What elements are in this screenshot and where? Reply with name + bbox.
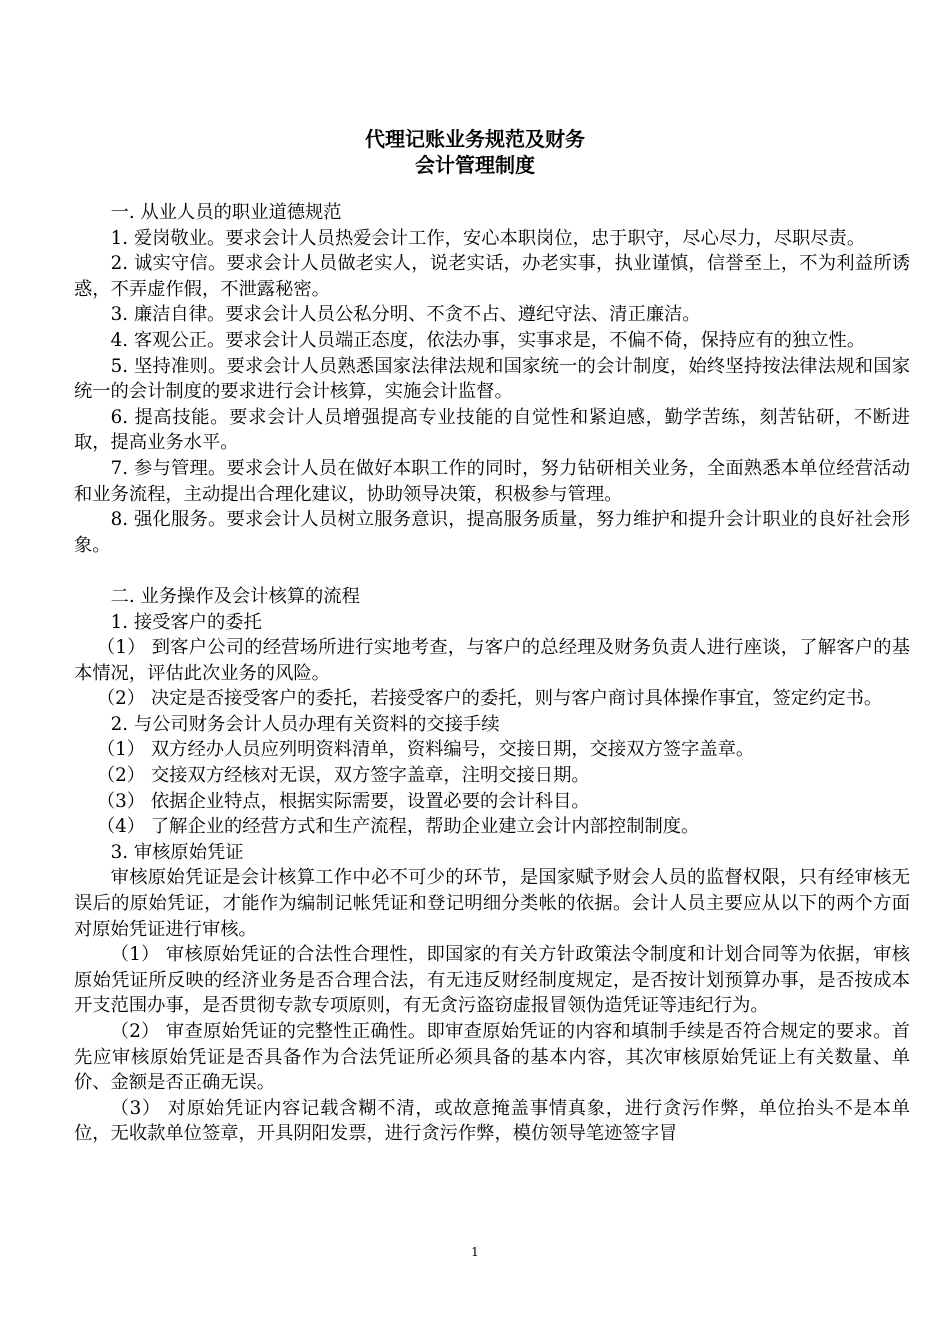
paragraph: 4. 客观公正。要求会计人员端正态度，依法办事，实事求是，不偏不倚，保持应有的独立性。: [110, 329, 866, 351]
paragraph: 8. 强化服务。要求会计人员树立服务意识，提高服务质量，努力维护和提升会计职业的良好社会形象。: [74, 509, 910, 556]
paragraph: 6. 提高技能。要求会计人员增强提高专业技能的自觉性和紧迫感，勤学苦练，刻苦钻研，不断进取，提高业务水平。: [74, 406, 910, 454]
document-title-line2: 会计管理制度: [415, 153, 535, 177]
paragraph: 1. 爱岗敬业。要求会计人员热爱会计工作，安心本职岗位，忠于职守，尽心尽力，尽职尽责。: [110, 227, 866, 249]
paragraph: 2. 诚实守信。要求会计人员做老实人，说老实话，办老实事，执业谨慎，信誉至上，不为利益所诱惑，不弄虚作假，不泄露秘密。: [74, 253, 910, 300]
paragraph: （2） 决定是否接受客户的委托，若接受客户的委托，则与客户商讨具体操作事宜，签定约定书。: [96, 688, 883, 710]
list-item: （1） 双方经办人员应列明资料清单，资料编号，交接日期，交接双方签字盖章。: [96, 739, 755, 761]
paragraph: （1） 审核原始凭证的合法性合理性，即国家的有关方针政策法令制度和计划合同等为依据，审核原始凭证所反映的经济业务是否合理合法，有无违反财经制度规定，是否按计划预算办事，是否按成本开支范围办事，是否贯彻专款专项原则，有无贪污盗窃虚报冒领伪造凭证等违纪行为。: [74, 944, 910, 1017]
paragraph: （3） 对原始凭证内容记载含糊不清，或故意掩盖事情真象，进行贪污作弊，单位抬头不是本单位，无收款单位签章，开具阴阳发票，进行贪污作弊，模仿领导笔迹签字冒: [74, 1097, 910, 1145]
paragraph: 5. 坚持准则。要求会计人员熟悉国家法律法规和国家统一的会计制度，始终坚持按法律法规和国家统一的会计制度的要求进行会计核算，实施会计监督。: [74, 355, 910, 403]
paragraph: 3. 廉洁自律。要求会计人员公私分明、不贪不占、遵纪守法、清正廉洁。: [110, 304, 701, 326]
paragraph: 7. 参与管理。要求会计人员在做好本职工作的同时，努力钻研相关业务，全面熟悉本单位经营活动和业务流程，主动提出合理化建议，协助领导决策，积极参与管理。: [74, 457, 910, 505]
list-item: （4） 了解企业的经营方式和生产流程，帮助企业建立会计内部控制制度。: [96, 816, 700, 838]
subsection-heading: 3. 审核原始凭证: [110, 841, 244, 863]
list-item: （2） 交接双方经核对无误，双方签字盖章，注明交接日期。: [96, 765, 590, 787]
list-item: （3） 依据企业特点，根据实际需要，设置必要的会计科目。: [96, 790, 590, 812]
section-heading: 一. 从业人员的职业道德规范: [110, 202, 342, 223]
document-body: [74, 200, 910, 1147]
paragraph: （2） 审查原始凭证的完整性正确性。即审查原始凭证的内容和填制手续是否符合规定的要求。首先应审核原始凭证是否具备作为合法凭证所必须具备的基本内容，其次审核原始凭证上有关数量、单价、金额是否正确无误。: [74, 1021, 910, 1094]
blank-line: [74, 558, 910, 584]
section-heading: 二. 业务操作及会计核算的流程: [110, 585, 360, 607]
paragraph: 审核原始凭证是会计核算工作中必不可少的环节，是国家赋予财会人员的监督权限，只有经审核无误后的原始凭证，才能作为编制记帐凭证和登记明细分类帐的依据。会计人员主要应从以下的两个方面对原始凭证进行审核。: [74, 867, 910, 940]
page-number: 1: [471, 1245, 479, 1259]
paragraph: （1） 到客户公司的经营场所进行实地考查，与客户的总经理及财务负责人进行座谈，了解客户的基本情况，评估此次业务的风险。: [74, 637, 910, 684]
subsection-heading: 2. 与公司财务会计人员办理有关资料的交接手续: [110, 713, 500, 735]
document-title-line1: 代理记账业务规范及财务: [365, 127, 585, 151]
subsection-heading: 1. 接受客户的委托: [110, 611, 262, 633]
